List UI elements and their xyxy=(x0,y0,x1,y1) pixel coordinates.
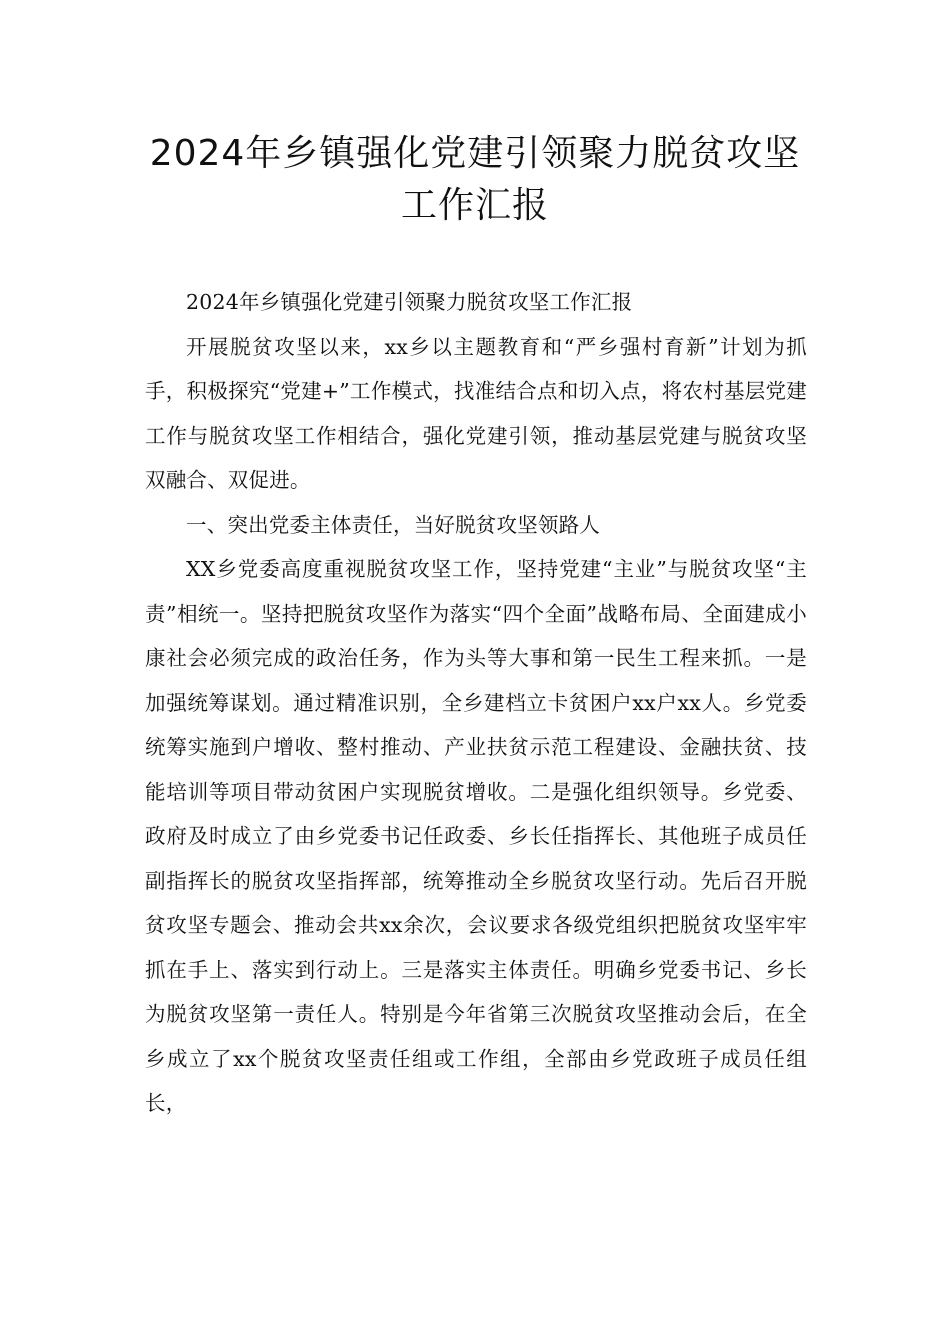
document-title xyxy=(120,128,830,232)
paragraph-intro: 开展脱贫攻坚以来，xx乡以主题教育和“严乡强村育新”计划为抓手，积极探究“党建+”工作模式，找准结合点和切入点，将农村基层党建工作与脱贫攻坚工作相结合，强化党建引领，推动基层党建与脱贫攻坚双融合、双促进。 xyxy=(145,334,807,492)
section-heading-1: 一、突出党委主体责任，当好脱贫攻坚领路人 xyxy=(186,512,600,537)
paragraph-section-1: XX乡党委高度重视脱贫攻坚工作，坚持党建“主业”与脱贫攻坚“主责”相统一。坚持把脱贫攻坚作为落实“四个全面”战略布局、全面建成小康社会必须完成的政治任务，作为头等大事和第一民生工程来抓。一是加强统筹谋划。通过精准识别，全乡建档立卡贫困户xx户xx人。乡党委统筹实施到户增收、整村推动、产业扶贫示范工程建设、金融扶贫、技能培训等项目带动贫困户实现脱贫增收。二是强化组织领导。乡党委、政府及时成立了由乡党委书记任政委、乡长任指挥长、其他班子成员任副指挥长的脱贫攻坚指挥部，统筹推动全乡脱贫攻坚行动。先后召开脱贫攻坚专题会、推动会共xx余次，会议要求各级党组织把脱贫攻坚牢牢抓在手上、落实到行动上。三是落实主体责任。明确乡党委书记、乡长为脱贫攻坚第一责任人。特别是今年省第三次脱贫攻坚推动会后，在全乡成立了xx个脱贫攻坚责任组或工作组，全部由乡党政班子成员任组长， xyxy=(145,557,807,1115)
title-line-1: 2024年乡镇强化党建引领聚力脱贫攻坚 xyxy=(149,133,801,174)
paragraph-subtitle: 2024年乡镇强化党建引领聚力脱贫攻坚工作汇报 xyxy=(186,290,633,314)
document-body xyxy=(145,280,807,1126)
title-line-2: 工作汇报 xyxy=(400,185,549,226)
